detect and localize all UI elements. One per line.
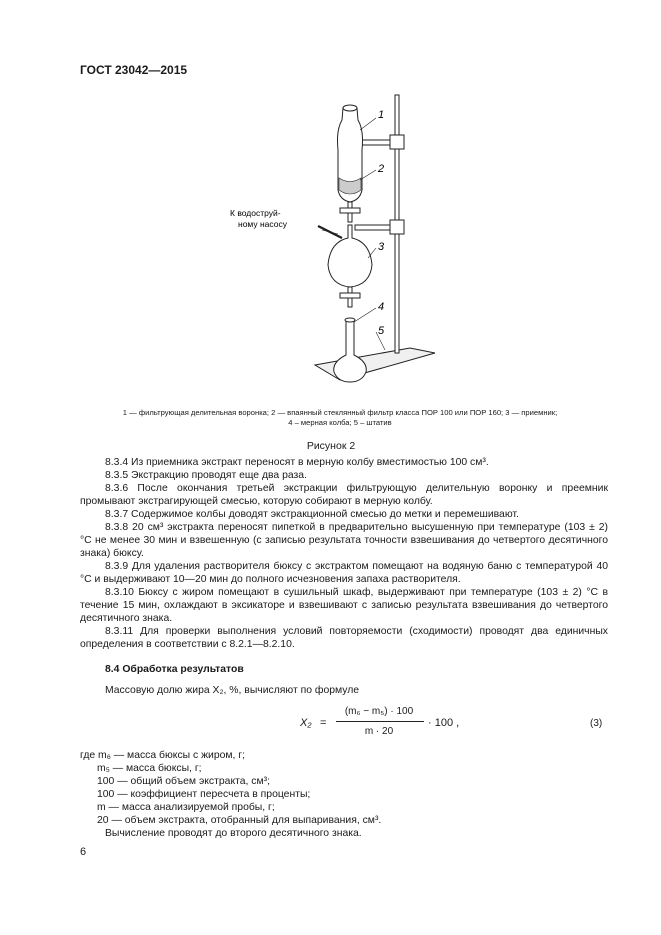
final-note: Вычисление проводят до второго десятичного знака. xyxy=(105,828,362,839)
figure-label-5: 5 xyxy=(378,325,385,337)
fraction-bar xyxy=(336,721,424,722)
formula-number: (3) xyxy=(590,718,603,729)
figure-label-2: 2 xyxy=(378,163,385,175)
figure-label-3: 3 xyxy=(378,241,385,253)
definition-item: m — масса анализируемой пробы, г; xyxy=(97,802,275,813)
paragraph: 8.3.8 20 см³ экстракта переносят пипеткой в предварительно высушенную при температуре (103 ± 2) °С не менее 30 мин и взвешенную (с записью результата точности взвешивания до четвертого десятичного знака) бюксу. xyxy=(80,522,608,559)
formula-eq: = xyxy=(320,717,327,729)
formula-numerator: (m₆ − m₅) · 100 xyxy=(344,706,414,717)
paragraph: 8.3.4 Из приемника экстракт переносят в мерную колбу вместимостью 100 см³. xyxy=(105,457,489,468)
formula-denominator: m · 20 xyxy=(364,726,394,737)
formula-intro: Массовую долю жира X₂, %, вычисляют по формуле xyxy=(105,685,360,696)
figure-caption-line1: 1 — фильтрующая делительная воронка; 2 — впаянный стеклянный фильтр класса ПОР 100 или ПОР 160; 3 — приемник; xyxy=(122,408,558,417)
definitions xyxy=(80,749,608,827)
figure-title: Рисунок 2 xyxy=(306,440,356,452)
formula xyxy=(80,701,608,747)
document-header: ГОСТ 23042—2015 xyxy=(80,63,188,77)
page-number: 6 xyxy=(80,846,87,858)
formula-lhs: X₂ xyxy=(300,717,312,729)
volumetric-flask xyxy=(334,320,367,382)
definition-item: 100 — коэффициент пересчета в проценты; xyxy=(97,789,311,800)
apparatus-figure xyxy=(230,90,450,400)
figure-caption-line2: 4 – мерная колба; 5 – штатив xyxy=(288,418,392,427)
side-label-line2: ному насосу xyxy=(238,219,287,229)
formula-tail: · 100 , xyxy=(428,717,460,729)
figure-label-4: 4 xyxy=(378,301,385,313)
definition-item: где m₆ — масса бюксы с жиром, г; xyxy=(80,750,245,761)
document-body xyxy=(80,456,608,840)
paragraph: 8.3.11 Для проверки выполнения условий повторяемости (сходимости) проводят два единичных определения в соответствии с 8.2.1—8.2.10. xyxy=(80,626,608,650)
definition-item: 100 — общий объем экстракта, см³; xyxy=(97,776,270,787)
side-label-line1: К водоструй- xyxy=(230,208,281,218)
paragraph: 8.3.6 После окончания третьей экстракции фильтрующую делительную воронку и преемник промывают экстрагирующей смесью, которую собирают в мерную колбу. xyxy=(80,483,608,507)
definition-item: m₅ — масса бюксы, г; xyxy=(97,763,202,774)
paragraph: 8.3.5 Экстракцию проводят еще два раза. xyxy=(105,470,307,481)
section-title: 8.4 Обработка результатов xyxy=(105,664,244,675)
paragraph: 8.3.10 Бюксу с жиром помещают в сушильный шкаф, выдерживают при температуре (103 ± 2) °С в течение 15 мин, охлаждают в эксикаторе и взвешивают с записью результата взвешивания до четвертого десятичного знака. xyxy=(80,587,608,624)
paragraph: 8.3.7 Содержимое колбы доводят экстракционной смесью до метки и перемешивают. xyxy=(105,509,519,520)
figure-label-1: 1 xyxy=(378,109,385,121)
stand-base xyxy=(315,348,435,380)
definition-item: 20 — объем экстракта, отобранный для выпаривания, см³. xyxy=(97,815,382,826)
paragraph: 8.3.9 Для удаления растворителя бюксу с экстрактом помещают на водяную баню с температурой 40 °С и выдерживают 10—20 мин до полного исчезновения запаха растворителя. xyxy=(80,561,608,585)
